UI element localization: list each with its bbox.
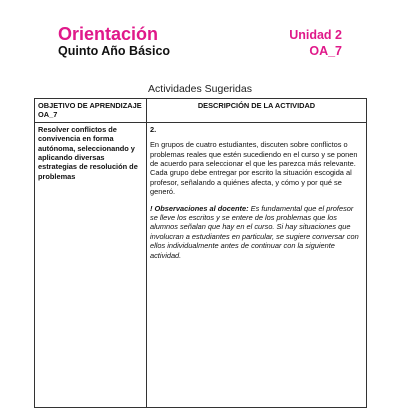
- table-header-row: [35, 99, 367, 123]
- page-header: [0, 0, 400, 70]
- description-column-header: DESCRIPCIÓN DE LA ACTIVIDAD: [147, 99, 367, 123]
- activity-description: En grupos de cuatro estudiantes, discuten sobre conflictos o problemas reales que estén sucediendo en el curso y se ponen de acuerdo para seleccionar el que les parezca más relevante. Cada grupo debe entregar por escrito la situación escogida al profesor, señalando a quiénes afecta, y cómo y por qué se generó.: [150, 140, 358, 197]
- observation-label: ! Observaciones al docente:: [150, 203, 249, 213]
- section-title: Actividades Sugeridas: [148, 83, 252, 95]
- objective-column-header: OBJETIVO DE APRENDIZAJE OA_7: [35, 99, 147, 123]
- objective-cell: [35, 122, 147, 407]
- description-cell: [147, 122, 367, 407]
- table-row: [35, 122, 367, 407]
- unit-label: Unidad 2: [289, 28, 342, 42]
- teacher-observation: [150, 204, 363, 260]
- page-title: Orientación: [58, 24, 159, 44]
- objective-code: OA_7: [309, 44, 342, 58]
- objective-text: Resolver conflictos de convivencia en forma autónoma, seleccionando y aplicando diversas estrategias de resolución de problemas: [38, 124, 138, 181]
- grade-subtitle: Quinto Año Básico: [58, 44, 171, 58]
- observation-text: Es fundamental que el profesor se lleve los escritos y se entere de los problemas que los alumnos señalan que hay en el curso. Si hay situaciones que involucran a estudiantes en particular, se sugiere conversar con ellos individualmente antes de continuar con la siguiente actividad.: [150, 203, 359, 260]
- activity-table: [34, 98, 367, 408]
- activity-number: 2.: [150, 124, 157, 134]
